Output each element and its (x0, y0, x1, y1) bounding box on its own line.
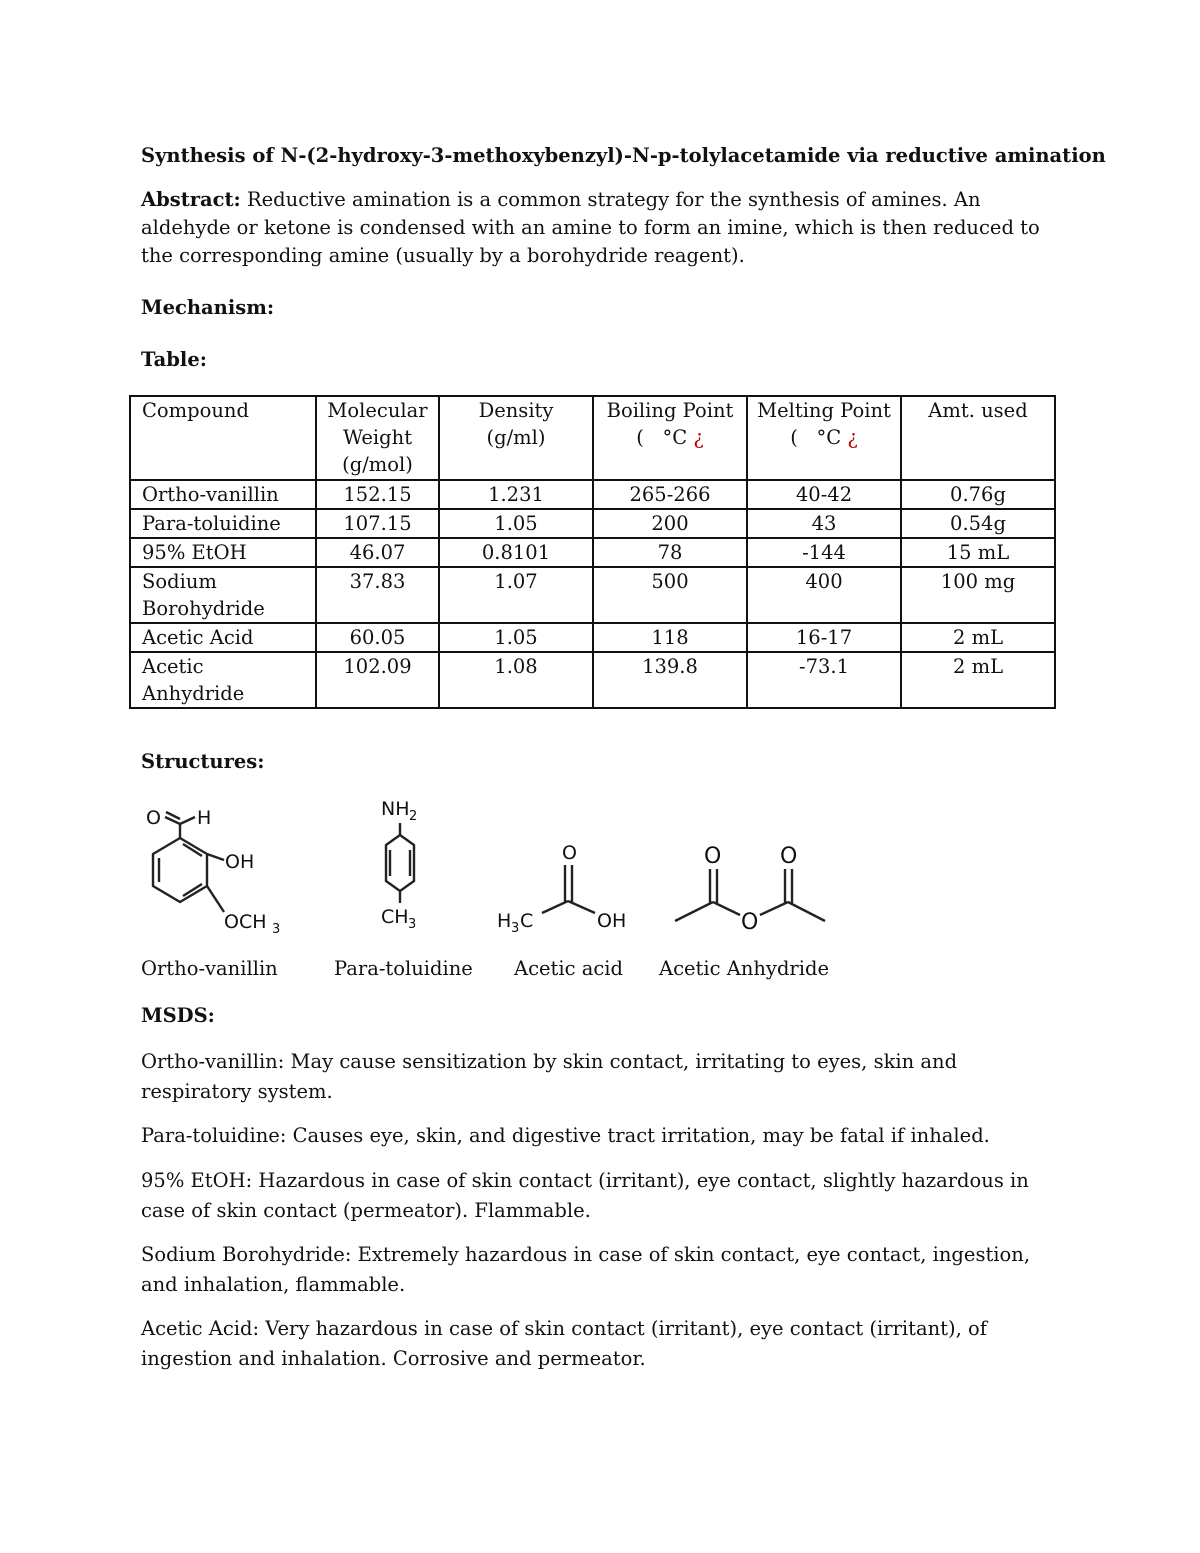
cell-mw: 46.07 (316, 538, 439, 567)
cell-amt: 15 mL (901, 538, 1055, 567)
header-bp-line1: Boiling Point (606, 399, 734, 422)
cell-compound: 95% EtOH (130, 538, 316, 567)
header-melting-point (747, 396, 901, 480)
cell-compound: Ortho-vanillin (130, 480, 316, 509)
header-boiling-point (593, 396, 747, 480)
och3-bond (207, 886, 224, 912)
table-row (130, 538, 1055, 567)
cell-compound: Sodium Borohydride (130, 567, 316, 623)
table-row (130, 623, 1055, 652)
cell-density: 1.08 (439, 652, 593, 708)
cell-density: 1.05 (439, 623, 593, 652)
benzene-ring (153, 838, 207, 902)
atom-h: H (497, 910, 512, 932)
methyl-bond (542, 901, 568, 913)
header-mp-line2 (752, 424, 896, 451)
atom-oh: OH (597, 910, 627, 932)
header-bp-open: ( (636, 426, 644, 449)
cell-amt: 0.54g (901, 509, 1055, 538)
para-toluidine-structure (350, 795, 440, 940)
structure-label: Ortho-vanillin (141, 957, 278, 980)
table-row (130, 509, 1055, 538)
atom-subscript: 3 (408, 917, 417, 932)
atom-oh: OH (225, 851, 255, 873)
cell-mp: 16-17 (747, 623, 901, 652)
cell-compound: Acetic Anhydride (130, 652, 316, 708)
abstract-text: Reductive amination is a common strategy for the synthesis of amines. An aldehyde or ketone is condensed with an amine to form an imine, which is then reduced to the corresponding amine (usually by a borohydride reagent). (141, 188, 1040, 267)
atom-o: O (741, 910, 759, 935)
cell-mw: 152.15 (316, 480, 439, 509)
structure-label: Acetic Anhydride (659, 957, 830, 980)
atom-h: H (197, 807, 212, 829)
msds-item: Sodium Borohydride: Extremely hazardous in case of skin contact, eye contact, ingestion, and inhalation, flammable. (141, 1243, 1031, 1296)
atom-ch: CH (381, 906, 409, 928)
cell-bp: 200 (593, 509, 747, 538)
cell-compound: Para-toluidine (130, 509, 316, 538)
atom-o: O (146, 807, 161, 829)
methyl-bond (788, 902, 825, 921)
msds-heading: MSDS: (141, 1004, 215, 1027)
cell-mp: -73.1 (747, 652, 901, 708)
cell-bp: 265-266 (593, 480, 747, 509)
header-density-line2: (g/ml) (486, 426, 546, 449)
table-header-row (130, 396, 1055, 480)
acetic-anhydride-structure (668, 835, 833, 940)
cell-density: 1.231 (439, 480, 593, 509)
msds-item: Para-toluidine: Causes eye, skin, and digestive tract irritation, may be fatal if inhaled. (141, 1124, 990, 1147)
ch-bond (180, 817, 195, 824)
cell-mw: 102.09 (316, 652, 439, 708)
cell-mp: 43 (747, 509, 901, 538)
table-row (130, 480, 1055, 509)
header-bp-glyph: ¿ (693, 426, 704, 449)
cell-amt: 100 mg (901, 567, 1055, 623)
ester-bond (713, 902, 740, 915)
header-mp-unit: °C (816, 426, 842, 449)
cell-compound: Acetic Acid (130, 623, 316, 652)
header-molecular-weight (316, 396, 439, 480)
abstract-paragraph (141, 186, 1071, 270)
header-mw-line2: Weight (342, 426, 413, 449)
atom-c: C (520, 910, 534, 932)
cell-bp: 78 (593, 538, 747, 567)
structures-heading: Structures: (141, 750, 265, 773)
header-compound: Compound (130, 396, 316, 480)
header-mw-line1: Molecular (327, 399, 428, 422)
header-bp-line2 (598, 424, 742, 451)
header-amount-used: Amt. used (901, 396, 1055, 480)
oh-bond (207, 854, 224, 860)
header-mp-glyph: ¿ (847, 426, 858, 449)
document-title: Synthesis of N-(2-hydroxy-3-methoxybenzyl)-N-p-tolylacetamide via reductive amination (141, 144, 1106, 167)
msds-item: Acetic Acid: Very hazardous in case of skin contact (irritant), eye contact (irritant), of ingestion and inhalation. Corrosive and permeator. (141, 1317, 987, 1370)
table-row (130, 652, 1055, 708)
structure-label: Para-toluidine (334, 957, 473, 980)
methyl-bond (675, 902, 713, 921)
cell-mp: 400 (747, 567, 901, 623)
cell-amt: 2 mL (901, 652, 1055, 708)
header-density-line1: Density (478, 399, 554, 422)
ortho-vanillin-structure (140, 800, 300, 940)
atom-och: OCH (224, 911, 267, 933)
atom-o: O (562, 842, 577, 864)
ester-bond (760, 902, 788, 915)
header-density (439, 396, 593, 480)
header-bp-unit: °C (662, 426, 688, 449)
structure-label: Acetic acid (514, 957, 624, 980)
cell-mw: 37.83 (316, 567, 439, 623)
header-mw-line3: (g/mol) (342, 453, 413, 476)
cell-amt: 0.76g (901, 480, 1055, 509)
properties-table (129, 395, 1056, 709)
cell-density: 1.05 (439, 509, 593, 538)
cell-bp: 500 (593, 567, 747, 623)
table-heading: Table: (141, 348, 207, 371)
cell-mw: 107.15 (316, 509, 439, 538)
atom-subscript: 3 (511, 921, 520, 936)
header-mp-line1: Melting Point (757, 399, 891, 422)
abstract-label: Abstract: (141, 188, 241, 211)
oh-bond (568, 901, 595, 913)
atom-subscript: 2 (409, 809, 418, 824)
cell-bp: 118 (593, 623, 747, 652)
header-mp-open: ( (790, 426, 798, 449)
cell-amt: 2 mL (901, 623, 1055, 652)
msds-item: Ortho-vanillin: May cause sensitization by skin contact, irritating to eyes, skin and respiratory system. (141, 1050, 958, 1103)
atom-nh: NH (381, 798, 410, 820)
table-row (130, 567, 1055, 623)
atom-o: O (780, 844, 798, 869)
mechanism-heading: Mechanism: (141, 296, 275, 319)
cell-density: 0.8101 (439, 538, 593, 567)
atom-subscript: 3 (272, 922, 281, 937)
atom-o: O (704, 844, 722, 869)
cell-mp: -144 (747, 538, 901, 567)
cell-mw: 60.05 (316, 623, 439, 652)
cell-mp: 40-42 (747, 480, 901, 509)
acetic-acid-structure (495, 835, 635, 940)
cell-bp: 139.8 (593, 652, 747, 708)
msds-item: 95% EtOH: Hazardous in case of skin contact (irritant), eye contact, slightly hazardous in case of skin contact (permeator). Flammable. (141, 1169, 1029, 1222)
cell-density: 1.07 (439, 567, 593, 623)
